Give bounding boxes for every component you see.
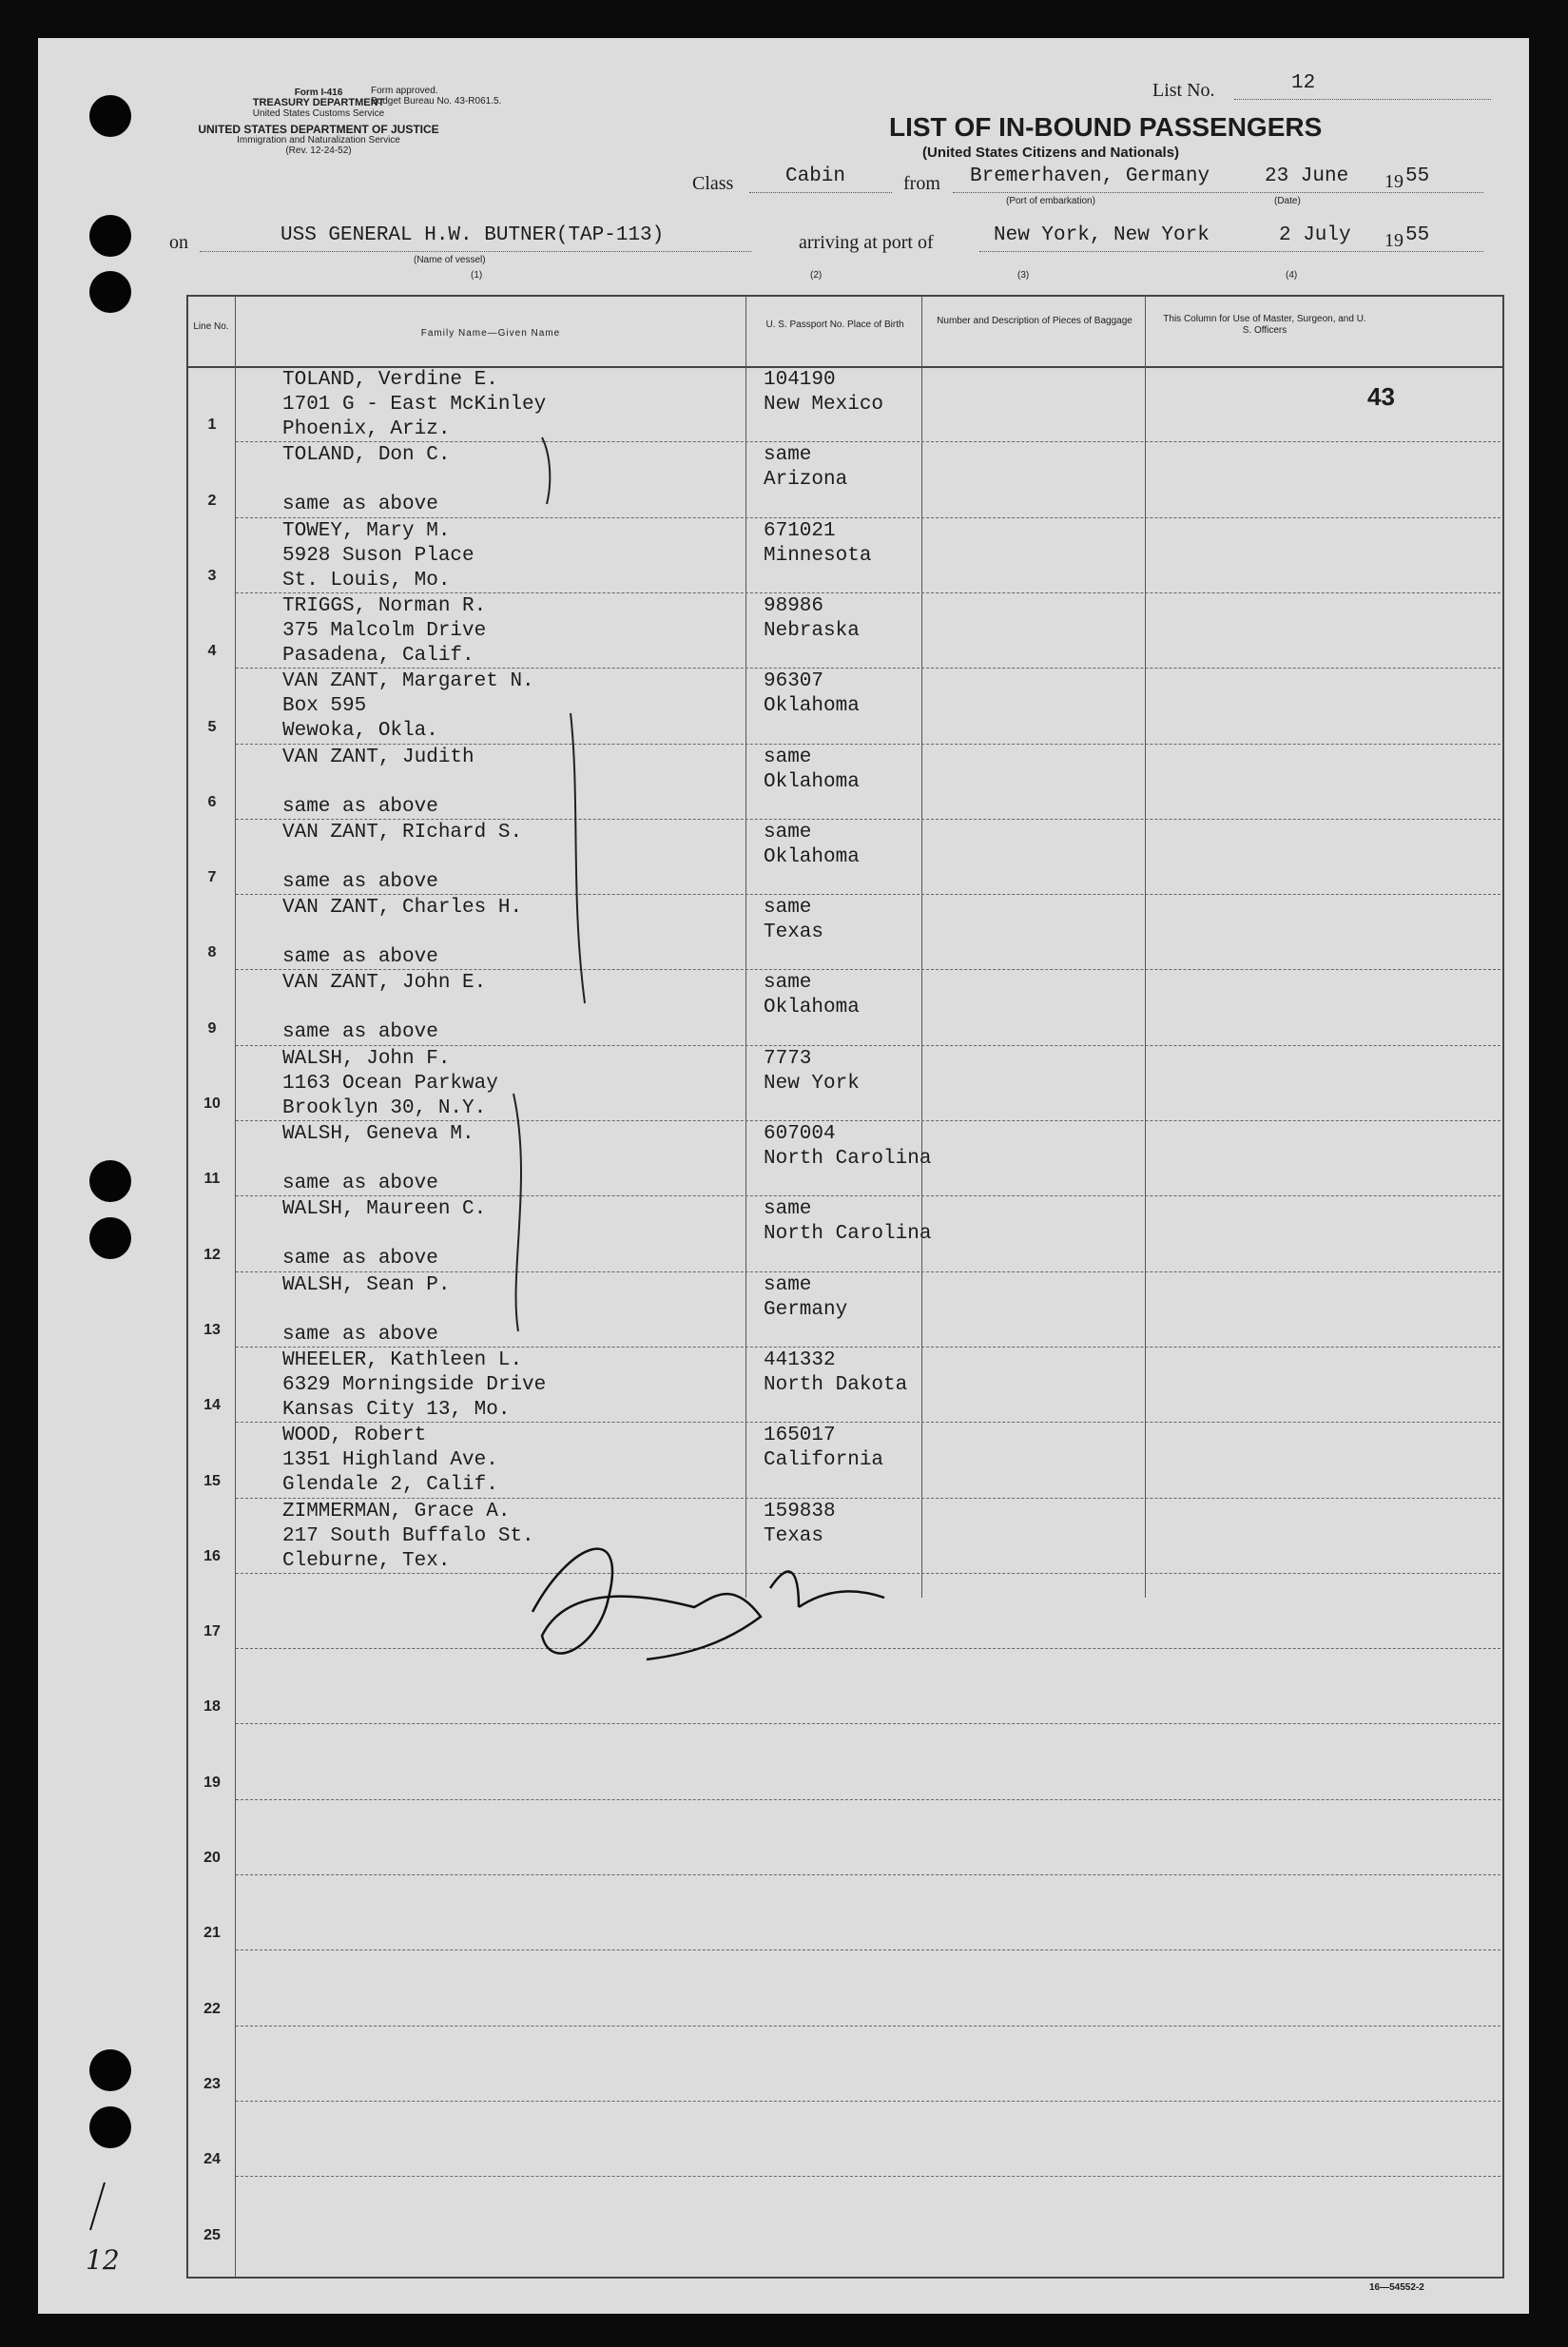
passenger-address-line: same as above [282, 1173, 438, 1194]
budget-bureau: Budget Bureau No. 43-R061.5. [371, 96, 502, 107]
passenger-name: TRIGGS, Norman R. [282, 594, 487, 617]
passport-number: 96307 [764, 670, 824, 693]
officer-count-mark: 43 [1367, 382, 1395, 411]
passport-number: 671021 [764, 519, 836, 542]
on-label: on [169, 232, 188, 253]
place-of-birth: Oklahoma [764, 997, 860, 1019]
arrival-year-prefix: 19 [1384, 230, 1403, 251]
departure-year-prefix: 19 [1384, 171, 1403, 192]
passenger-name: VAN ZANT, RIchard S. [282, 821, 523, 844]
place-of-birth: Minnesota [764, 544, 872, 567]
margin-tick-mark [90, 2182, 105, 2230]
line-number: 24 [203, 2151, 221, 2168]
passport-number: same [764, 746, 812, 768]
line-number: 14 [203, 1397, 221, 1414]
passport-number: 607004 [764, 1123, 836, 1145]
place-of-birth: Oklahoma [764, 845, 860, 868]
header-passport: U. S. Passport No. Place of Birth [765, 320, 904, 330]
header-name: Family Name—Given Name [420, 328, 561, 339]
margin-note: 12 [86, 2244, 120, 2276]
passenger-address-line: Brooklyn 30, N.Y. [282, 1096, 487, 1119]
line-number: 7 [207, 869, 217, 886]
passenger-address-line: 1701 G - East McKinley [282, 394, 547, 416]
form-number: Form I-416 [294, 87, 343, 98]
passport-number: 98986 [764, 594, 824, 617]
port-caption: (Port of embarkation) [1006, 196, 1095, 206]
place-of-birth: North Dakota [764, 1373, 908, 1396]
line-number: 10 [203, 1096, 221, 1112]
passenger-address-line: Pasadena, Calif. [282, 644, 474, 667]
line-number: 20 [203, 1850, 221, 1866]
line-number: 15 [203, 1472, 221, 1489]
passport-number: same [764, 897, 812, 920]
line-number: 23 [203, 2075, 221, 2092]
passenger-address-line: same as above [282, 1021, 438, 1044]
passenger-name: TOLAND, Don C. [282, 444, 451, 467]
class-value: Cabin [785, 165, 846, 187]
signature-mark [532, 1549, 884, 1659]
line-number: 4 [207, 643, 217, 660]
line-number: 22 [203, 2000, 221, 2017]
line-number: 6 [207, 793, 217, 810]
passenger-address-line: Glendale 2, Calif. [282, 1474, 498, 1497]
passport-number: same [764, 972, 812, 995]
passenger-name: WOOD, Robert [282, 1425, 427, 1447]
passenger-name: TOLAND, Verdine E. [282, 369, 498, 391]
departure-year: 55 [1405, 165, 1430, 187]
place-of-birth: Oklahoma [764, 770, 860, 793]
passenger-address-line: same as above [282, 1248, 438, 1270]
arrival-year: 55 [1405, 224, 1430, 246]
ins-heading: Immigration and Naturalization Service [237, 135, 400, 145]
list-no-value: 12 [1291, 72, 1316, 94]
passenger-address-line: 1351 Highland Ave. [282, 1449, 498, 1472]
caption-1: (1) [471, 270, 483, 281]
line-number: 19 [203, 1774, 221, 1791]
passenger-address-line: Wewoka, Okla. [282, 720, 438, 743]
passenger-address-line: same as above [282, 1323, 438, 1346]
header-officers: This Column for Use of Master, Surgeon, and U. S. Officers [1163, 314, 1366, 336]
line-number: 16 [203, 1547, 221, 1564]
document-subtitle: (United States Citizens and Nationals) [922, 145, 1180, 161]
passenger-address-line: 217 South Buffalo St. [282, 1524, 534, 1547]
passenger-address-line: same as above [282, 870, 438, 893]
passenger-name: ZIMMERMAN, Grace A. [282, 1500, 511, 1523]
line-number: 17 [203, 1623, 221, 1640]
line-number: 5 [207, 718, 217, 735]
line-number: 3 [207, 567, 217, 584]
line-number: 9 [207, 1019, 217, 1037]
passenger-name: WALSH, John F. [282, 1047, 451, 1070]
passenger-name: TOWEY, Mary M. [282, 519, 451, 542]
list-no-label: List No. [1152, 80, 1215, 101]
line-number: 12 [203, 1246, 221, 1263]
bracket-mark [571, 713, 585, 1003]
passenger-name: WALSH, Maureen C. [282, 1198, 487, 1221]
line-number: 25 [203, 2226, 221, 2243]
passport-number: 159838 [764, 1500, 836, 1523]
vessel-caption: (Name of vessel) [414, 255, 486, 265]
place-of-birth: New Mexico [764, 394, 884, 416]
date-caption: (Date) [1274, 196, 1301, 206]
caption-4: (4) [1286, 270, 1298, 281]
passport-number: 104190 [764, 369, 836, 391]
revision: (Rev. 12-24-52) [285, 145, 352, 156]
line-number: 1 [207, 417, 217, 434]
line-number: 18 [203, 1698, 221, 1716]
passenger-address-line: 375 Malcolm Drive [282, 619, 487, 642]
customs-service: United States Customs Service [252, 108, 385, 119]
passenger-address-line: 5928 Suson Place [282, 544, 474, 567]
passport-number: same [764, 444, 812, 467]
line-number: 21 [203, 1925, 221, 1942]
bracket-mark [513, 1094, 521, 1331]
line-number: 8 [207, 944, 217, 961]
arriving-label: arriving at port of [799, 232, 934, 253]
place-of-birth: Arizona [764, 469, 848, 492]
passport-number: 441332 [764, 1348, 836, 1371]
passenger-name: WHEELER, Kathleen L. [282, 1348, 523, 1371]
passenger-address-line: same as above [282, 795, 438, 818]
manifest-page [38, 38, 1529, 2314]
passenger-name: WALSH, Geneva M. [282, 1123, 474, 1145]
port-of-arrival: New York, New York [994, 224, 1210, 246]
treasury-dept: TREASURY DEPARTMENT [252, 97, 385, 108]
passport-number: 165017 [764, 1425, 836, 1447]
caption-2: (2) [810, 270, 823, 281]
line-number: 2 [207, 492, 217, 509]
passenger-address-line: 6329 Morningside Drive [282, 1373, 547, 1396]
passenger-address-line: St. Louis, Mo. [282, 569, 451, 592]
passenger-address-line: Cleburne, Tex. [282, 1549, 451, 1572]
form-approved: Form approved. [371, 86, 438, 96]
passport-number: same [764, 1273, 812, 1296]
place-of-birth: North Carolina [764, 1148, 932, 1170]
place-of-birth: Texas [764, 1524, 824, 1547]
passenger-address-line: Phoenix, Ariz. [282, 418, 451, 440]
header-baggage: Number and Description of Pieces of Baggage [937, 316, 1132, 326]
passenger-address-line: same as above [282, 946, 438, 969]
place-of-birth: North Carolina [764, 1223, 932, 1246]
place-of-birth: Oklahoma [764, 695, 860, 718]
caption-3: (3) [1017, 270, 1030, 281]
place-of-birth: New York [764, 1072, 860, 1095]
arrival-date: 2 July [1279, 224, 1351, 246]
header-line-no: Line No. [193, 321, 229, 332]
passenger-name: VAN ZANT, Margaret N. [282, 670, 534, 693]
passenger-address-line: Box 595 [282, 695, 367, 718]
document-title: LIST OF IN-BOUND PASSENGERS [889, 112, 1323, 142]
passenger-name: VAN ZANT, Charles H. [282, 897, 523, 920]
passport-number: same [764, 821, 812, 844]
pen-marks [38, 38, 1529, 2314]
line-number: 11 [203, 1171, 221, 1188]
vessel-name: USS GENERAL H.W. BUTNER(TAP-113) [281, 224, 665, 246]
passenger-address-line: Kansas City 13, Mo. [282, 1398, 511, 1421]
place-of-birth: Nebraska [764, 619, 860, 642]
passenger-name: WALSH, Sean P. [282, 1273, 451, 1296]
bracket-mark [542, 437, 550, 504]
from-label: from [903, 173, 940, 194]
class-label: Class [692, 173, 734, 194]
port-of-embarkation: Bremerhaven, Germany [970, 165, 1210, 187]
line-number: 13 [203, 1321, 221, 1338]
passport-number: same [764, 1198, 812, 1221]
place-of-birth: Germany [764, 1298, 848, 1321]
departure-date: 23 June [1265, 165, 1349, 187]
footer-code: 16—54552-2 [1369, 2282, 1424, 2293]
passport-number: 7773 [764, 1047, 812, 1070]
place-of-birth: Texas [764, 921, 824, 944]
place-of-birth: California [764, 1449, 884, 1472]
passenger-name: VAN ZANT, Judith [282, 746, 474, 768]
passenger-name: VAN ZANT, John E. [282, 972, 487, 995]
passenger-address-line: 1163 Ocean Parkway [282, 1072, 498, 1095]
passenger-address-line: same as above [282, 494, 438, 516]
doj-heading: UNITED STATES DEPARTMENT OF JUSTICE [198, 123, 439, 136]
